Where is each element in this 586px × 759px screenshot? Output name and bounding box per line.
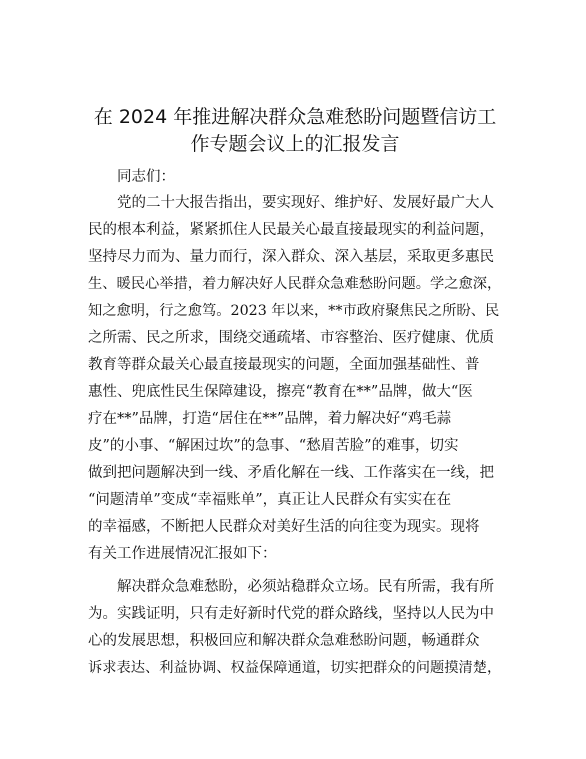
paragraph-line: 知之愈明，行之愈笃。2023 年以来，**市政府聚焦民之所盼、民: [88, 303, 500, 319]
paragraph-line: 的幸福感，不断把人民群众对美好生活的向往变为现实。现将: [88, 519, 480, 535]
paragraph-line: 生、暖民心举措，着力解决好人民群众急难愁盼问题。学之愈深，: [88, 276, 502, 292]
paragraph-line: 疗在**”品牌，打造“居住在**”品牌，着力解决好“鸡毛蒜: [88, 411, 452, 427]
paragraph-line: 党的二十大报告指出，要实现好、维护好、发展好最广大人: [117, 195, 494, 211]
document-title: [70, 104, 520, 158]
paragraph-line: 教育等群众最关心最直接最现实的问题，全面加强基础性、普: [88, 357, 480, 373]
paragraph-line: 有关工作进展情况汇报如下：: [88, 546, 277, 562]
paragraph-line: 皮”的小事、“解困过坎”的急事、“愁眉苦脸”的难事，切实: [88, 438, 459, 454]
title-line: 作专题会议上的汇报发言: [190, 133, 400, 155]
paragraph-line: “问题清单”变成“幸福账单”，真正让人民群众有实实在在: [88, 492, 452, 508]
paragraph-line: 心的发展思想，积极回应和解决群众急难愁盼问题，畅通群众: [88, 633, 480, 649]
title-line: 在 2024 年推进解决群众急难愁盼问题暨信访工: [93, 106, 497, 128]
paragraph-line: 之所需、民之所求，围绕交通疏堵、市容整治、医疗健康、优质: [88, 330, 494, 346]
paragraph-line: 做到把问题解决到一线、矛盾化解在一线、工作落实在一线，把: [88, 465, 494, 481]
salutation: 同志们：: [117, 169, 175, 185]
paragraph-line: 为。实践证明，只有走好新时代党的群众路线，坚持以人民为中: [88, 606, 494, 622]
paragraph-line: 解决群众急难愁盼，必须站稳群众立场。民有所需，我有所: [117, 579, 494, 595]
body-paragraph: [88, 574, 502, 682]
paragraph-line: 民的根本利益，紧紧抓住人民最关心最直接最现实的利益问题，: [88, 222, 494, 238]
paragraph-line: 坚持尽力而为、量力而行，深入群众、深入基层，采取更多惠民: [88, 249, 494, 265]
paragraph-line: 诉求表达、利益协调、权益保障通道，切实把群众的问题摸清楚，: [88, 660, 502, 676]
body-paragraph: [88, 190, 502, 568]
paragraph-line: 惠性、兜底性民生保障建设，擦亮“教育在**”品牌，做大“医: [88, 384, 473, 400]
